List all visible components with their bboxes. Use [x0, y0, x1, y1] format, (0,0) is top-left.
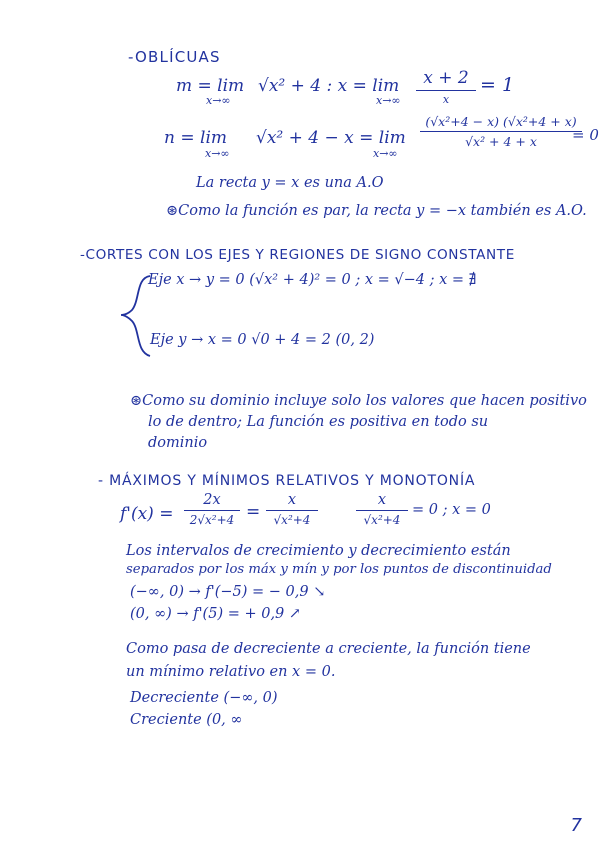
n-limit-expression: √x² + 4 − x = lim: [256, 128, 406, 148]
m-fraction-numerator: x + 2: [423, 68, 469, 88]
derivative-fraction-2-denominator: √x²+4: [273, 513, 311, 527]
n-fraction: [420, 114, 582, 149]
derivative-fraction-3-denominator: √x²+4: [363, 513, 401, 527]
conclusion-line-2: un mínimo relativo en x = 0.: [126, 664, 336, 680]
derivative-fraction-1-numerator: 2x: [203, 492, 221, 508]
increasing-interval: Creciente (0, ∞: [130, 712, 243, 728]
interval-positive: (0, ∞) → f'(5) = + 0,9 ↗: [130, 606, 302, 622]
m-result: = 1: [480, 74, 515, 96]
derivative-zero-solution: = 0 ; x = 0: [412, 502, 491, 518]
asymptote-statement: La recta y = x es una A.O: [196, 175, 384, 191]
n-limit-label: n = lim: [164, 128, 227, 148]
n-fraction-denominator: √x² + 4 + x: [465, 134, 537, 149]
maximos-heading: - MÁXIMOS Y MÍNIMOS RELATIVOS Y MONOTONÍA: [98, 473, 476, 489]
asymptote-even-note: ⊛Como la función es par, la recta y = −x también es A.O.: [166, 203, 587, 219]
oblicuas-heading: -OBLÍCUAS: [128, 48, 221, 66]
m-fraction-denominator: x: [442, 93, 450, 106]
m-limit-under-2: x→∞: [376, 94, 401, 107]
decreasing-interval: Decreciente (−∞, 0): [130, 690, 278, 706]
eje-y-line: Eje y → x = 0 √0 + 4 = 2 (0, 2): [150, 332, 375, 348]
derivative-fraction-2: [266, 492, 318, 527]
n-limit-under: x→∞: [205, 147, 230, 160]
page-number: 7: [570, 815, 582, 836]
derivative-fraction-3-numerator: x: [377, 492, 387, 508]
eje-x-line: Eje x → y = 0 (√x² + 4)² = 0 ; x = √−4 ; x = ∄: [148, 272, 477, 288]
derivative-label: f'(x) =: [120, 504, 174, 524]
sign-note-line-1: ⊛Como su dominio incluye solo los valores que hacen positivo: [130, 393, 587, 409]
derivative-fraction-1: [184, 492, 240, 527]
derivative-fraction-3: [356, 492, 408, 527]
n-result: = 0: [572, 126, 599, 144]
sign-note-line-2: lo de dentro; La función es positiva en todo su: [148, 414, 489, 430]
n-limit-under-2: x→∞: [373, 147, 398, 160]
interval-negative: (−∞, 0) → f'(−5) = − 0,9 ↘: [130, 584, 326, 600]
m-limit-under: x→∞: [206, 94, 231, 107]
intervals-text-line-2: separados por los máx y mín y por los puntos de discontinuidad: [126, 562, 552, 577]
n-fraction-numerator: (√x²+4 − x) (√x²+4 + x): [425, 114, 577, 129]
sign-note-line-3: dominio: [148, 435, 208, 451]
m-limit-expression: √x² + 4 : x = lim: [258, 76, 400, 96]
derivative-fraction-2-numerator: x: [287, 492, 297, 508]
intervals-text-line-1: Los intervalos de crecimiento y decrecimiento están: [126, 543, 511, 559]
derivative-equals: =: [246, 502, 261, 522]
derivative-fraction-1-denominator: 2√x²+4: [189, 513, 235, 527]
m-limit-label: m = lim: [176, 76, 245, 96]
conclusion-line-1: Como pasa de decreciente a creciente, la función tiene: [126, 641, 531, 657]
cortes-heading: -CORTES CON LOS EJES Y REGIONES DE SIGNO CONSTANTE: [80, 247, 515, 263]
m-fraction: [416, 68, 476, 106]
